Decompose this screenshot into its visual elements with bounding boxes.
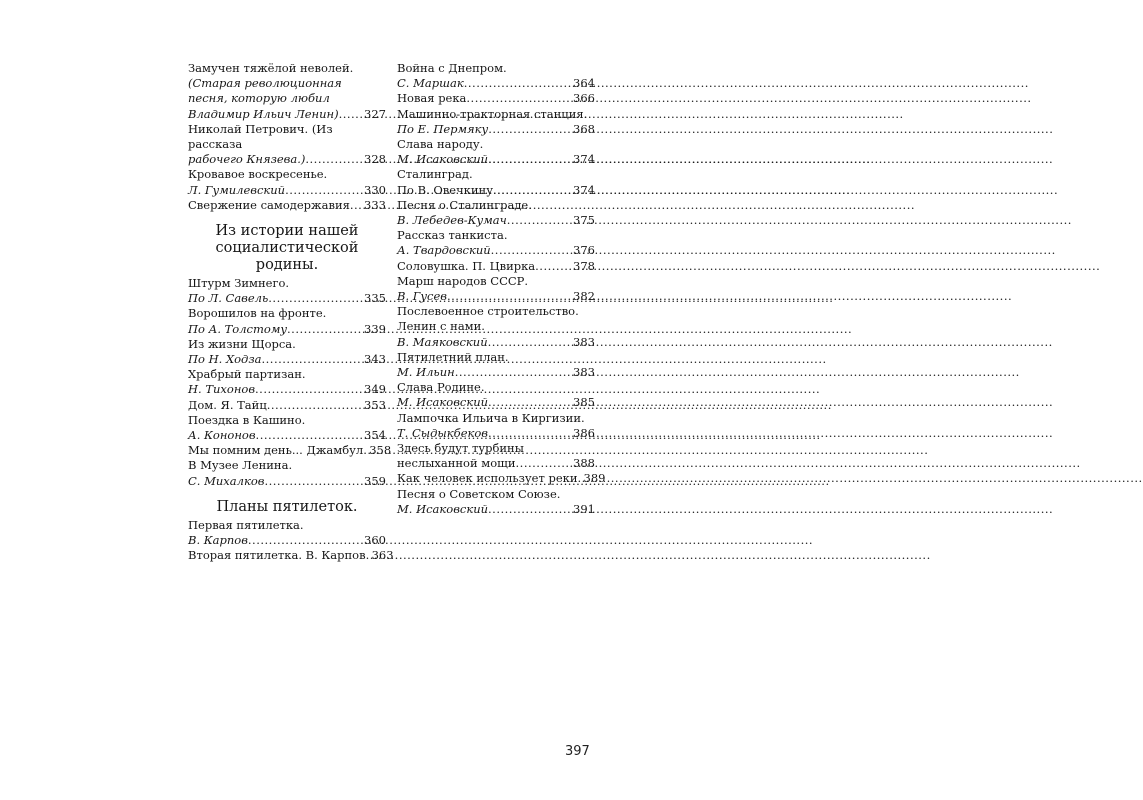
- toc-page-number: 328: [364, 152, 386, 167]
- toc-entry: [397, 471, 606, 486]
- toc-entry-title: М. Исаковский: [397, 152, 489, 167]
- toc-page-number: 383: [573, 334, 595, 349]
- toc-entry: [397, 395, 595, 410]
- toc-entry-title: Мы помним день... Джамбул: [188, 443, 364, 458]
- toc-entry-title: С. Михалков: [188, 473, 265, 488]
- toc-page-number: 385: [573, 395, 595, 410]
- dot-leader: [466, 91, 573, 106]
- toc-entry-title: Т. Сыдыкбеков: [397, 425, 488, 440]
- toc-line: Песня о Сталинграде.: [397, 197, 532, 212]
- toc-entry: [188, 183, 386, 198]
- toc-entry: [397, 243, 595, 258]
- toc-page-number: 388: [573, 456, 595, 471]
- toc-page-number: 378: [573, 258, 595, 273]
- toc-entry-title: В. Маяковский: [397, 334, 488, 349]
- toc-entry-title: В. Лебедев-Кумач: [397, 213, 507, 228]
- dot-leader: [455, 365, 573, 380]
- toc-entry-title: По Н. Ходза: [188, 352, 262, 367]
- toc-line: Послевоенное строительство.: [397, 304, 579, 319]
- toc-page-number: 382: [573, 289, 595, 304]
- toc-page-number: 389: [583, 471, 606, 486]
- dot-leader: [264, 474, 364, 489]
- toc-line: Лампочка Ильича в Киргизии.: [397, 410, 585, 425]
- toc-line: Ворошилов на фронте.: [188, 306, 327, 321]
- toc-line: Слава народу.: [397, 137, 484, 152]
- toc-entry: [188, 428, 386, 443]
- toc-left-column: [188, 61, 394, 563]
- dot-leader: [464, 76, 573, 91]
- dot-leader: [256, 428, 365, 443]
- dot-leader: [488, 426, 573, 441]
- toc-line: (Старая революционная: [188, 76, 342, 91]
- toc-entry: [188, 474, 386, 489]
- dot-leader: [516, 456, 574, 471]
- toc-entry-title: По В. Овечкину: [397, 182, 493, 197]
- toc-entry: [397, 259, 595, 274]
- toc-page-number: 383: [573, 365, 595, 380]
- toc-page-number: 360: [364, 533, 386, 548]
- section-heading: Из истории нашей: [215, 223, 359, 240]
- toc-page-number: 353: [364, 397, 386, 412]
- toc-entry: [397, 365, 595, 380]
- toc-line: Война с Днепром.: [397, 61, 507, 75]
- toc-line: Николай Петрович. (Из рассказа: [188, 121, 333, 152]
- dot-leader: [488, 122, 573, 137]
- toc-entry: [397, 502, 595, 517]
- toc-page-number: 327: [364, 106, 386, 121]
- toc-entry-title: неслыханной мощи: [397, 456, 516, 471]
- toc-entry-title: М. Исаковский: [397, 501, 489, 516]
- toc-line: Из жизни Щорса.: [188, 336, 296, 351]
- toc-page-number: 374: [573, 152, 595, 167]
- toc-page-number: 359: [364, 473, 386, 488]
- toc-entry-title: В. Карпов: [188, 533, 248, 548]
- toc-entry-title: С. Маршак: [397, 76, 464, 91]
- toc-entry: [188, 152, 386, 167]
- dot-leader: [287, 322, 364, 337]
- toc-entry-title: М. Исаковский: [397, 395, 489, 410]
- toc-entry: [397, 152, 595, 167]
- toc-entry-title: В. Гусев: [397, 289, 447, 304]
- dot-leader: [507, 213, 573, 228]
- toc-entry: [188, 198, 386, 213]
- dot-leader: [268, 291, 364, 306]
- toc-entry: [397, 76, 595, 91]
- dot-leader: [248, 533, 364, 548]
- toc-entry: [188, 107, 386, 122]
- toc-line: Рассказ танкиста.: [397, 228, 508, 243]
- toc-entry-title: Соловушка. П. Цвирка: [397, 258, 536, 273]
- toc-entry: [188, 548, 394, 563]
- toc-entry-title: По Л. Савель: [188, 291, 269, 306]
- toc-entry-title: Свержение самодержавия: [188, 197, 350, 212]
- toc-entry: [188, 291, 386, 306]
- toc-entry: [397, 91, 595, 106]
- toc-line: Храбрый партизан.: [188, 367, 306, 382]
- dot-leader: [255, 382, 364, 397]
- toc-entry-title: А. Кононов: [188, 428, 256, 443]
- toc-entry: [188, 533, 386, 548]
- toc-page-number: 375: [573, 213, 595, 228]
- toc-entry-title: Л. Гумилевский: [188, 182, 286, 197]
- toc-entry: [397, 289, 595, 304]
- toc-entry: [397, 122, 595, 137]
- toc-line: Песня о Советском Союзе.: [397, 486, 561, 501]
- toc-page-number: 391: [573, 501, 595, 516]
- toc-line: Слава Родине.: [397, 380, 485, 395]
- toc-page-number: 330: [364, 182, 386, 197]
- toc-entry-title: М. Ильин: [397, 365, 455, 380]
- toc-page-number: 343: [364, 352, 386, 367]
- toc-line: Кровавое воскресенье.: [188, 167, 328, 182]
- dot-leader: [493, 183, 573, 198]
- toc-page-number: 333: [364, 197, 386, 212]
- section-heading: социалистической родины.: [215, 240, 359, 274]
- toc-entry: [397, 456, 595, 471]
- toc-page-number: 374: [573, 182, 595, 197]
- toc-entry-title: Новая река: [397, 91, 467, 106]
- dot-leader: [488, 152, 573, 167]
- toc-entry-title: Вторая пятилетка. В. Карпов: [188, 548, 366, 563]
- dot-leader: [267, 398, 364, 413]
- toc-page-number: 335: [364, 291, 386, 306]
- toc-page-number: 376: [573, 243, 595, 258]
- section-heading: Планы пятилеток.: [216, 498, 358, 515]
- toc-entry: [397, 213, 595, 228]
- dot-leader: [488, 502, 573, 517]
- toc-entry-title: Владимир Ильич Ленин): [188, 106, 339, 121]
- toc-entry: [188, 443, 392, 458]
- toc-line: Первая пятилетка.: [188, 517, 304, 532]
- toc-page-number: 363: [371, 548, 394, 563]
- toc-entry-title: Как человек использует реки: [397, 471, 578, 486]
- toc-line: Штурм Зимнего.: [188, 276, 290, 291]
- toc-entry-title: Дом. Я. Тайц: [188, 397, 267, 412]
- toc-entry-title: По Е. Пермяку: [397, 121, 489, 136]
- toc-line: Машинно-тракторная станция.: [397, 106, 588, 121]
- toc-page-number: 366: [573, 91, 595, 106]
- page-number: 397: [565, 744, 590, 759]
- toc-page-number: 386: [573, 425, 595, 440]
- toc-line: Замучен тяжёлой неволей.: [188, 61, 354, 75]
- dot-leader: [447, 289, 573, 304]
- toc-entry: [188, 398, 386, 413]
- toc-line: песня, которую любил: [188, 91, 330, 106]
- dot-leader: [491, 243, 573, 258]
- toc-entry: [397, 183, 595, 198]
- toc-line: Поездка в Кашино.: [188, 412, 306, 427]
- toc-page-number: 339: [364, 321, 386, 336]
- toc-line: Сталинград.: [397, 167, 473, 182]
- toc-entry: [397, 426, 595, 441]
- toc-entry: [188, 322, 386, 337]
- dot-leader: [339, 107, 364, 122]
- toc-entry-title: рабочего Князева.): [188, 152, 306, 167]
- toc-line: Ленин с нами.: [397, 319, 485, 334]
- dot-leader: [261, 352, 364, 367]
- toc-line: В Музее Ленина.: [188, 458, 293, 473]
- toc-entry: [397, 335, 595, 350]
- toc-page-number: 368: [573, 121, 595, 136]
- dot-leader: [350, 198, 364, 213]
- dot-leader: [285, 183, 364, 198]
- toc-entry-title: А. Твардовский: [397, 243, 491, 258]
- toc-entry: [188, 352, 386, 367]
- dot-leader: [305, 152, 364, 167]
- toc-page-number: 358: [369, 443, 392, 458]
- toc-line: Пятилетний план.: [397, 349, 509, 364]
- toc-page-number: 354: [364, 428, 386, 443]
- toc-right-column: [397, 61, 606, 517]
- toc-page-number: 349: [364, 382, 386, 397]
- dot-leader: [488, 335, 573, 350]
- dot-leader: [488, 395, 573, 410]
- toc-page-number: 364: [573, 76, 595, 91]
- toc-entry-title: Н. Тихонов: [188, 382, 256, 397]
- toc-line: Здесь будут турбины: [397, 441, 524, 456]
- toc-entry: [188, 382, 386, 397]
- toc-line: Марш народов СССР.: [397, 273, 529, 288]
- dot-leader: [535, 259, 573, 274]
- toc-entry-title: По А. Толстому: [188, 321, 288, 336]
